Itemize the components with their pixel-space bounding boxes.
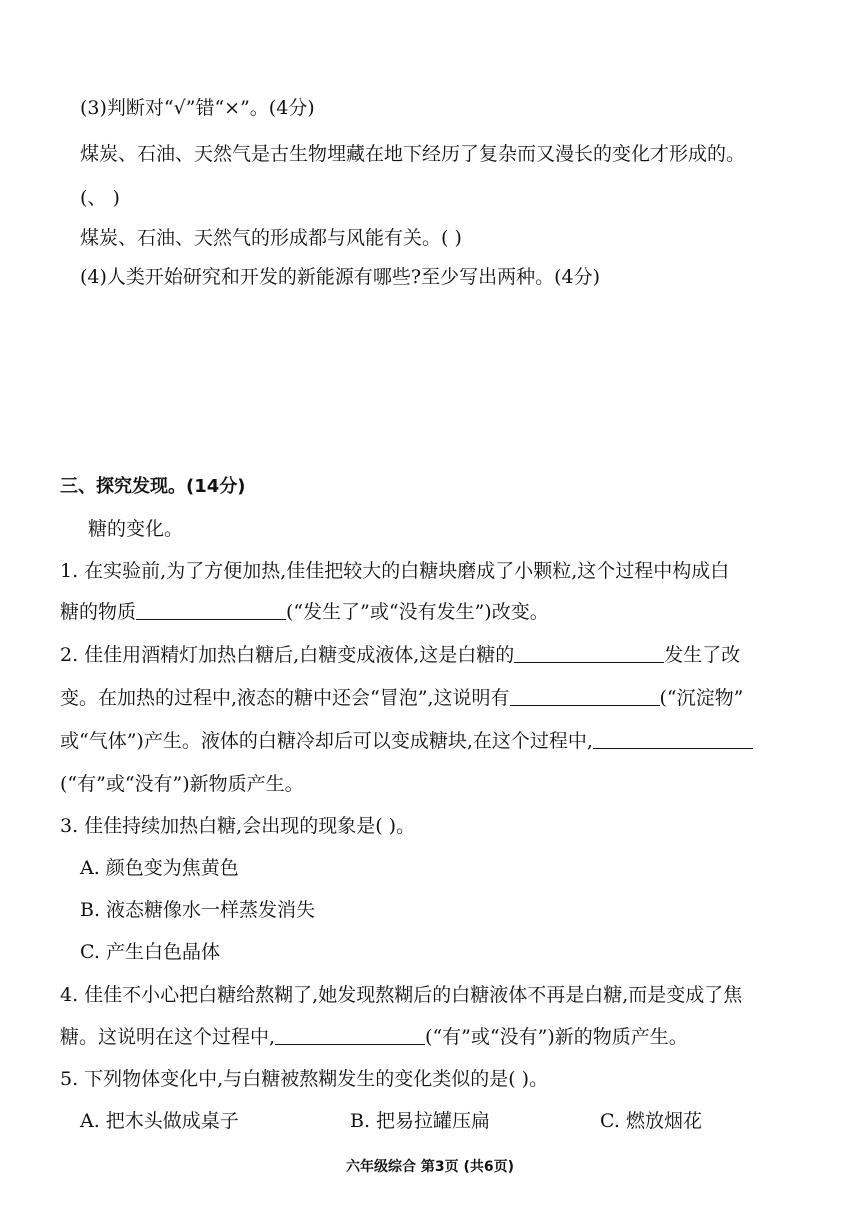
q2-answer-blank-3[interactable] xyxy=(593,730,753,749)
page-footer: 六年级综合 第3页 (共6页) xyxy=(345,1159,515,1175)
q3-option-c[interactable]: C. 产生白色晶体 xyxy=(80,941,220,963)
q5-option-a[interactable]: A. 把木头做成桌子 xyxy=(80,1110,239,1132)
q2-answer-blank-2[interactable] xyxy=(510,687,660,706)
q4-new-energy-prompt: (4)人类开始研究和开发的新能源有哪些?至少写出两种。(4分) xyxy=(80,266,601,288)
q1-answer-blank[interactable] xyxy=(136,601,286,620)
judge-statement-2: 煤炭、石油、天然气的形成都与风能有关。( ) xyxy=(80,227,462,249)
q2-text-2b: (“沉淀物” xyxy=(659,687,744,709)
section-topic: 糖的变化。 xyxy=(88,518,184,540)
q2-line-3 xyxy=(60,728,753,754)
q2-text-1a: 2. 佳佳用酒精灯加热白糖后,白糖变成液体,这是白糖的 xyxy=(60,644,515,666)
q2-answer-blank-1[interactable] xyxy=(514,644,664,663)
judge-answer-paren-1[interactable]: (、 ) xyxy=(80,187,120,209)
judge-statement-1: 煤炭、石油、天然气是古生物埋藏在地下经历了复杂而又漫长的变化才形成的。 xyxy=(80,143,746,165)
q2-line-4: (“有”或“没有”)新物质产生。 xyxy=(60,773,304,795)
q3-option-a[interactable]: A. 颜色变为焦黄色 xyxy=(80,857,239,879)
q1-text-b: (“发生了”或“没有发生”)改变。 xyxy=(286,601,549,623)
q4-line-1: 4. 佳佳不小心把白糖给熬糊了,她发现熬糊后的白糖液体不再是白糖,而是变成了焦 xyxy=(60,984,743,1006)
q2-text-1b: 发生了改 xyxy=(664,644,741,666)
q4-text-b: (“有”或“没有”)新的物质产生。 xyxy=(425,1026,688,1048)
q3-choice-prompt: 3. 佳佳持续加热白糖,会出现的现象是( )。 xyxy=(60,815,416,837)
q1-line-2 xyxy=(60,599,549,625)
q1-text-a: 糖的物质 xyxy=(60,601,137,623)
q1-line-1: 1. 在实验前,为了方便加热,佳佳把较大的白糖块磨成了小颗粒,这个过程中构成白 xyxy=(60,560,730,582)
q5-option-c[interactable]: C. 燃放烟花 xyxy=(600,1110,702,1132)
q4-line-2 xyxy=(60,1024,688,1050)
section-heading: 三、探究发现。(14分) xyxy=(60,476,246,497)
q2-line-2 xyxy=(60,685,743,711)
q2-text-3: 或“气体”)产生。液体的白糖冷却后可以变成糖块,在这个过程中, xyxy=(60,730,593,752)
q3-option-b[interactable]: B. 液态糖像水一样蒸发消失 xyxy=(80,899,316,921)
q4-answer-blank[interactable] xyxy=(275,1026,425,1045)
q2-text-2a: 变。在加热的过程中,液态的糖中还会“冒泡”,这说明有 xyxy=(60,687,510,709)
q4-text-a: 糖。这说明在这个过程中, xyxy=(60,1026,276,1048)
q5-option-b[interactable]: B. 把易拉罐压扁 xyxy=(350,1110,491,1132)
q2-line-1 xyxy=(60,642,740,668)
q3-judge-prompt: (3)判断对“√”错“×”。(4分) xyxy=(80,97,315,119)
q5-choice-prompt: 5. 下列物体变化中,与白糖被熬糊发生的变化类似的是( )。 xyxy=(60,1068,549,1090)
